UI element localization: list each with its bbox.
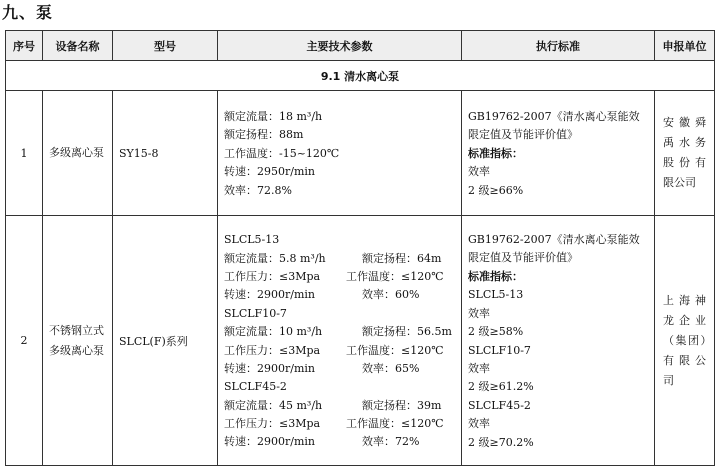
param-line (224, 360, 455, 378)
standard-cell (462, 91, 655, 216)
param-right: 工作温度：≤120℃ (346, 269, 444, 283)
equipment-table (5, 30, 715, 466)
indicator-line: SLCLF45-2 (468, 398, 531, 412)
param-left: 工作压力：≤3Mpa (224, 269, 321, 283)
param-right: 工作温度：≤120℃ (346, 417, 444, 431)
param-line: 效率：72.8% (224, 183, 292, 197)
indicator-line: 效率 (468, 306, 490, 320)
indicator-line: 2 级≥61.2% (468, 380, 534, 394)
param-left: 工作压力：≤3Mpa (224, 343, 321, 357)
param-line (224, 323, 455, 341)
param-right: 效率：60% (362, 288, 420, 302)
equipment-name: 不锈钢立式多级离心泵 (43, 216, 113, 466)
header-model: 型号 (113, 31, 218, 61)
param-line (224, 286, 455, 304)
param-left: 额定流量：10 m³/h (224, 325, 323, 339)
indicator-line: 2 级≥66% (468, 183, 524, 197)
group-title: 9.1 清水离心泵 (6, 61, 715, 91)
param-line (224, 433, 455, 451)
indicator-line: 2 级≥70.2% (468, 435, 534, 449)
header-no: 序号 (6, 31, 43, 61)
standard-ref: GB19762-2007《清水离心泵能效限定值及节能评价值》 (468, 233, 640, 265)
param-left: SLCLF45-2 (224, 380, 287, 394)
param-left: 转速：2900r/min (224, 435, 315, 449)
param-line (224, 415, 455, 433)
group-row (6, 61, 715, 91)
row-no: 1 (6, 91, 43, 216)
param-line (224, 305, 455, 323)
indicator-line: 效率 (468, 165, 490, 179)
param-right: 效率：65% (362, 361, 420, 375)
param-left: 额定流量：45 m³/h (224, 398, 323, 412)
row-no: 2 (6, 216, 43, 466)
param-right: 额定扬程：64m (362, 251, 442, 265)
param-right: 效率：72% (362, 435, 420, 449)
indicator-label: 标准指标： (468, 146, 523, 160)
params-cell (218, 91, 462, 216)
indicator-label: 标准指标： (468, 269, 523, 283)
param-left: 转速：2900r/min (224, 288, 315, 302)
section-title: 九、泵 (2, 3, 54, 22)
indicator-line: SLCL5-13 (468, 288, 524, 302)
header-unit: 申报单位 (655, 31, 715, 61)
param-left: SLCL5-13 (224, 233, 280, 247)
param-line (224, 342, 455, 360)
indicator-line: 2 级≥58% (468, 325, 524, 339)
indicator-line: SLCLF10-7 (468, 343, 531, 357)
param-left: 工作压力：≤3Mpa (224, 417, 321, 431)
param-left: 额定流量：5.8 m³/h (224, 251, 326, 265)
equipment-model: SY15-8 (113, 91, 218, 216)
header-params: 主要技术参数 (218, 31, 462, 61)
param-line: 额定流量：18 m³/h (224, 110, 323, 124)
indicator-line: 效率 (468, 361, 490, 375)
param-right: 工作温度：≤120℃ (346, 343, 444, 357)
equipment-model: SLCL(F)系列 (113, 216, 218, 466)
applicant-unit: 上海神龙企业（集团）有限公司 (655, 216, 715, 466)
header-name: 设备名称 (43, 31, 113, 61)
applicant-unit: 安徽舜禹水务股份有限公司 (655, 91, 715, 216)
standard-cell (462, 216, 655, 466)
param-line: 工作温度：-15~120℃ (224, 146, 340, 160)
equipment-name: 多级离心泵 (43, 91, 113, 216)
table-row (6, 216, 715, 466)
param-left: 转速：2900r/min (224, 361, 315, 375)
header-standard: 执行标准 (462, 31, 655, 61)
param-left: SLCLF10-7 (224, 306, 287, 320)
param-line: 额定扬程：88m (224, 128, 304, 142)
param-line (224, 378, 455, 396)
param-line (224, 397, 455, 415)
param-right: 额定扬程：39m (362, 398, 442, 412)
param-right: 额定扬程：56.5m (362, 325, 452, 339)
table-row (6, 91, 715, 216)
indicator-line: 效率 (468, 417, 490, 431)
param-line (224, 231, 455, 249)
param-line (224, 268, 455, 286)
standard-ref: GB19762-2007《清水离心泵能效限定值及节能评价值》 (468, 109, 640, 142)
param-line (224, 250, 455, 268)
params-cell (218, 216, 462, 466)
table-header-row (6, 31, 715, 61)
param-line: 转速：2950r/min (224, 165, 315, 179)
